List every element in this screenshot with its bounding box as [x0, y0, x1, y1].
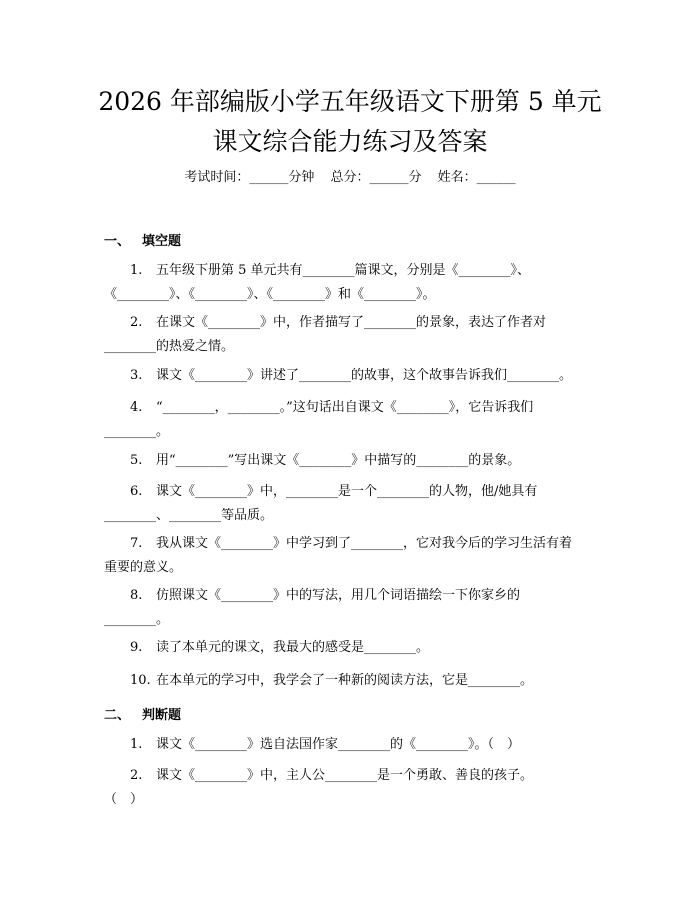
question-number: 4.	[130, 400, 143, 415]
question-text: 课文《________》中，________是一个________的人物，他/她具有	[156, 484, 538, 499]
title-line-2: 课文综合能力练习及答案	[212, 127, 488, 156]
question-text: 在课文《________》中，作者描写了________的景象，表达了作者对	[156, 315, 547, 330]
question-number: 3.	[130, 368, 143, 383]
question-text: “________，________。”这句话出自课文《________》，它告诉我们	[156, 400, 534, 415]
question-number: 7.	[130, 536, 143, 551]
question-text-cont: ________、________等品质。	[104, 508, 274, 523]
question-item	[104, 480, 594, 528]
question-item	[104, 669, 594, 693]
exam-score: 总分：______分	[330, 170, 422, 185]
judge-item	[104, 733, 594, 757]
question-number: 2.	[130, 315, 143, 330]
section-heading-judge	[104, 704, 181, 723]
question-text: 用“________”写出课文《________》中描写的________的景象。	[156, 453, 521, 468]
section-title: 判断题	[142, 708, 182, 723]
question-item	[104, 311, 594, 359]
question-item	[104, 364, 594, 388]
judge-item	[104, 764, 594, 812]
question-text: 读了本单元的课文，我最大的感受是________。	[156, 640, 430, 655]
question-text: 课文《________》中，主人公________是一个勇敢、善良的孩子。	[156, 768, 534, 783]
question-item	[104, 532, 594, 580]
question-number: 5.	[130, 453, 143, 468]
question-number: 2.	[130, 768, 143, 783]
question-number: 10.	[130, 673, 151, 688]
question-number: 8.	[130, 588, 143, 603]
exam-meta	[0, 168, 700, 188]
question-text-cont: 《________》、《________》、《________》和《________》。	[104, 287, 436, 302]
question-text: 课文《________》选自法国作家________的《________》。（ ）	[156, 737, 521, 752]
question-item	[104, 396, 594, 444]
question-text: 五年级下册第 5 单元共有________篇课文，分别是《________》、	[156, 263, 531, 278]
section-title: 填空题	[142, 234, 182, 249]
document-title	[0, 82, 700, 162]
question-text-cont: ________。	[104, 424, 170, 439]
question-text-cont: （ ）	[104, 792, 144, 807]
question-number: 9.	[130, 640, 143, 655]
question-item	[104, 584, 594, 632]
section-number: 二、	[104, 708, 131, 723]
question-number: 6.	[130, 484, 143, 499]
question-number: 1.	[130, 737, 143, 752]
question-item	[104, 636, 594, 660]
question-text-cont: ________的热爱之情。	[104, 339, 235, 354]
question-text: 仿照课文《________》中的写法，用几个词语描绘一下你家乡的	[156, 588, 521, 603]
section-heading-fill	[104, 230, 181, 249]
question-text-cont: 重要的意义。	[104, 560, 183, 575]
question-text: 课文《________》讲述了________的故事，这个故事告诉我们________。	[156, 368, 573, 383]
question-text: 在本单元的学习中，我学会了一种新的阅读方法，它是________。	[156, 673, 534, 688]
student-name: 姓名：______	[437, 170, 516, 185]
question-text-cont: ________。	[104, 612, 170, 627]
exam-time: 考试时间：______分钟	[184, 170, 315, 185]
section-number: 一、	[104, 234, 131, 249]
question-number: 1.	[130, 263, 143, 278]
question-item	[104, 449, 594, 473]
question-text: 我从课文《________》中学习到了________，它对我今后的学习生活有着	[156, 536, 573, 551]
question-item	[104, 259, 594, 307]
title-line-1: 2026 年部编版小学五年级语文下册第 5 单元	[98, 87, 602, 116]
